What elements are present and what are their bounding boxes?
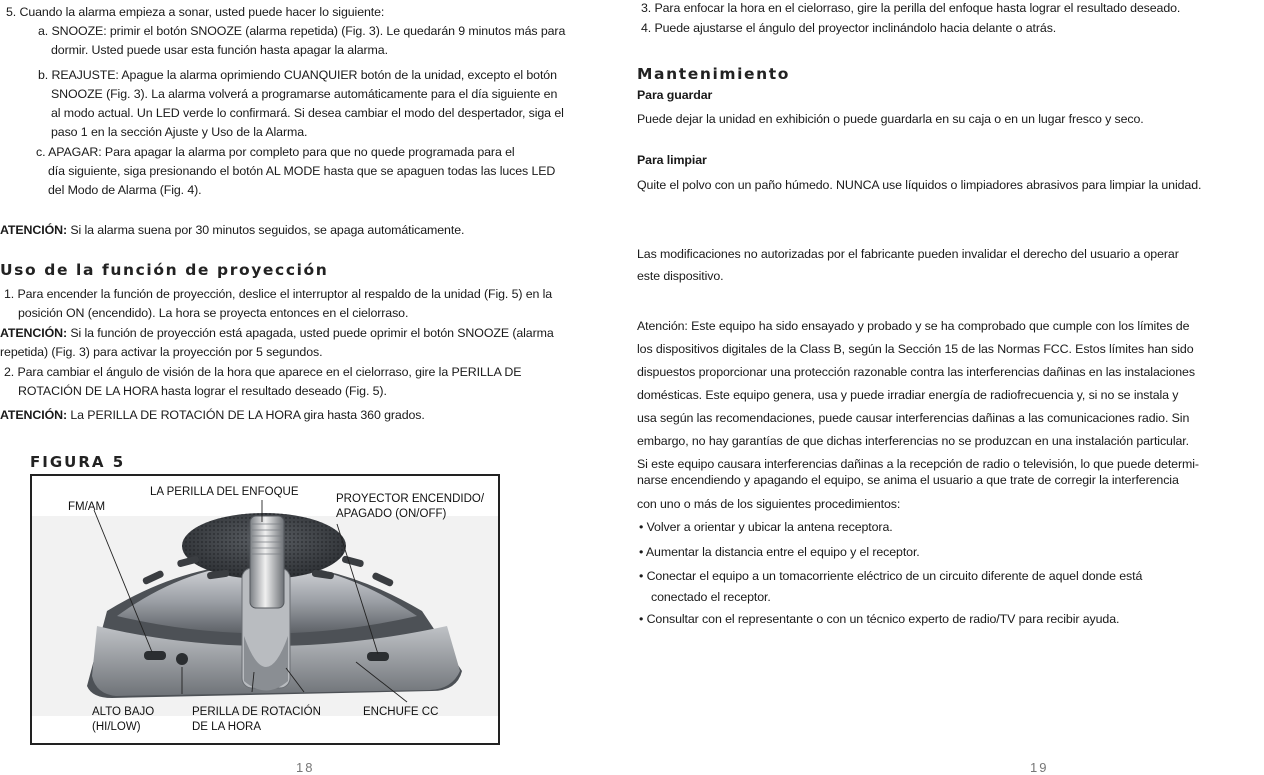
atencion-3 xyxy=(0,407,425,423)
item5b-line1: b. REAJUSTE: Apague la alarma oprimiendo CUANQUIER botón de la unidad, excepto el botón xyxy=(38,68,557,82)
bullet-4: • Consultar con el representante o con un técnico experto de radio/TV para recibir ayuda. xyxy=(639,612,1120,626)
fcc-line2: los dispositivos digitales de la Class B, según la Sección 15 de las Normas FCC. Estos límites han sido xyxy=(637,342,1194,356)
section-title-projection: Uso de la función de proyección xyxy=(0,261,329,279)
label-projector-1: PROYECTOR ENCENDIDO/ xyxy=(336,493,485,505)
atencion-2-label: ATENCIÓN: xyxy=(0,326,68,340)
bullet-2: • Aumentar la distancia entre el equipo y el receptor. xyxy=(639,545,920,559)
label-dc-jack: ENCHUFE CC xyxy=(363,706,439,718)
guardar-title: Para guardar xyxy=(637,88,713,102)
page-number-right: 19 xyxy=(1030,760,1049,775)
item5b-line3: al modo actual. Un LED verde lo confirmará. Si desea cambiar el modo del despertador, siga el xyxy=(51,106,564,120)
fcc-line6: embargo, no hay garantías de que dichas interferencias no se produzcan en una instalación particular. xyxy=(637,434,1189,448)
item5c-line1: c. APAGAR: Para apagar la alarma por completo para que no quede programada para el xyxy=(36,145,515,159)
page-number-left: 18 xyxy=(296,760,315,775)
atencion-3-text: La PERILLA DE ROTACIÓN DE LA HORA gira hasta 360 grados. xyxy=(67,408,425,422)
item5b-line4: paso 1 en la sección Ajuste y Uso de la Alarma. xyxy=(51,125,308,139)
fcc-line1: Atención: Este equipo ha sido ensayado y probado y se ha comprobado que cumple con los límites de xyxy=(637,319,1190,333)
bullet-1: • Volver a orientar y ubicar la antena receptora. xyxy=(639,520,893,534)
item1-line2: posición ON (encendido). La hora se proyecta entonces en el cielorraso. xyxy=(18,306,409,320)
item5b-line2: SNOOZE (Fig. 3). La alarma volverá a programarse automáticamente para el día siguiente en xyxy=(51,87,558,101)
guardar-text: Puede dejar la unidad en exhibición o puede guardarla en su caja o en un lugar fresco y seco. xyxy=(637,112,1144,126)
atencion-3-label: ATENCIÓN: xyxy=(0,408,68,422)
atencion-1-text: Si la alarma suena por 30 minutos seguidos, se apaga automáticamente. xyxy=(67,223,465,237)
figure-title: FIGURA 5 xyxy=(30,453,126,471)
label-fmam: FM/AM xyxy=(68,501,106,513)
label-rotation-1: PERILLA DE ROTACIÓN xyxy=(192,706,321,718)
label-hilow-2: (HI/LOW) xyxy=(92,721,141,733)
fcc-line5: usa según las recomendaciones, puede causar interferencias dañinas a las comunicaciones radio. Sin xyxy=(637,411,1190,425)
item5c-line3: del Modo de Alarma (Fig. 4). xyxy=(48,183,202,197)
fmam-switch xyxy=(144,651,166,660)
item4: 4. Puede ajustarse el ángulo del proyector inclinándolo hacia delante o atrás. xyxy=(641,21,1057,35)
bullet-3-cont: conectado el receptor. xyxy=(651,590,771,604)
interference-line3: con uno o más de los siguientes procedimientos: xyxy=(637,497,901,511)
item3: 3. Para enfocar la hora en el cielorraso, gire la perilla del enfoque hasta lograr el resultado deseado. xyxy=(641,1,1181,15)
figure-5 xyxy=(30,474,500,745)
atencion-1-label: ATENCIÓN: xyxy=(0,223,68,237)
item2-line2: ROTACIÓN DE LA HORA hasta lograr el resultado deseado (Fig. 5). xyxy=(18,384,387,398)
item5-intro: 5. Cuando la alarma empieza a sonar, usted puede hacer lo siguiente: xyxy=(6,5,385,19)
item5a-line2: dormir. Usted puede usar esta función hasta apagar la alarma. xyxy=(51,43,388,57)
fcc-line4: domésticas. Este equipo genera, usa y puede irradiar energía de radiofrecuencia y, si no se instala y xyxy=(637,388,1179,402)
item2-line1: 2. Para cambiar el ángulo de visión de la hora que aparece en el cielorraso, gire la PERILLA DE xyxy=(4,365,522,379)
interference-line2: narse encendiendo y apagando el equipo, se anima el usuario a que trate de corregir la interferencia xyxy=(637,473,1179,487)
limpiar-title: Para limpiar xyxy=(637,153,707,167)
item5c-line2: día siguiente, siga presionando el botón AL MODE hasta que se apaguen todas las luces LED xyxy=(48,164,556,178)
atencion-2 xyxy=(0,325,554,341)
item1-line1: 1. Para encender la función de proyección, deslice el interruptor al respaldo de la unidad (Fig. 5) en la xyxy=(4,287,553,301)
label-rotation-2: DE LA HORA xyxy=(192,721,262,733)
item5a-line1: a. SNOOZE: primir el botón SNOOZE (alarma repetida) (Fig. 3). Le quedarán 9 minutos más para xyxy=(38,24,566,38)
bullet-3: • Conectar el equipo a un tomacorriente eléctrico de un circuito diferente de aquel donde está xyxy=(639,569,1143,583)
mods-line2: este dispositivo. xyxy=(637,269,724,283)
mods-line1: Las modificaciones no autorizadas por el fabricante pueden invalidar el derecho del usuario a operar xyxy=(637,247,1179,261)
label-focus-knob: LA PERILLA DEL ENFOQUE xyxy=(150,486,299,498)
section-title-maintenance: Mantenimiento xyxy=(637,65,791,83)
hilow-knob xyxy=(176,653,188,665)
label-hilow-1: ALTO BAJO xyxy=(92,706,155,718)
interference-line1: Si este equipo causara interferencias dañinas a la recepción de radio o televisión, lo que puede determi- xyxy=(637,457,1199,471)
atencion-2-text: Si la función de proyección está apagada, usted puede oprimir el botón SNOOZE (alarma xyxy=(67,326,554,340)
atencion-1 xyxy=(0,222,464,238)
atencion-2-line2: repetida) (Fig. 3) para activar la proyección por 5 segundos. xyxy=(0,345,323,359)
label-projector-2: APAGADO (ON/OFF) xyxy=(336,508,447,520)
limpiar-text: Quite el polvo con un paño húmedo. NUNCA use líquidos o limpiadores abrasivos para limpiar la unidad. xyxy=(637,178,1202,192)
fcc-line3: dispuestos proporcionar una protección razonable contra las interferencias dañinas en las instalaciones xyxy=(637,365,1195,379)
